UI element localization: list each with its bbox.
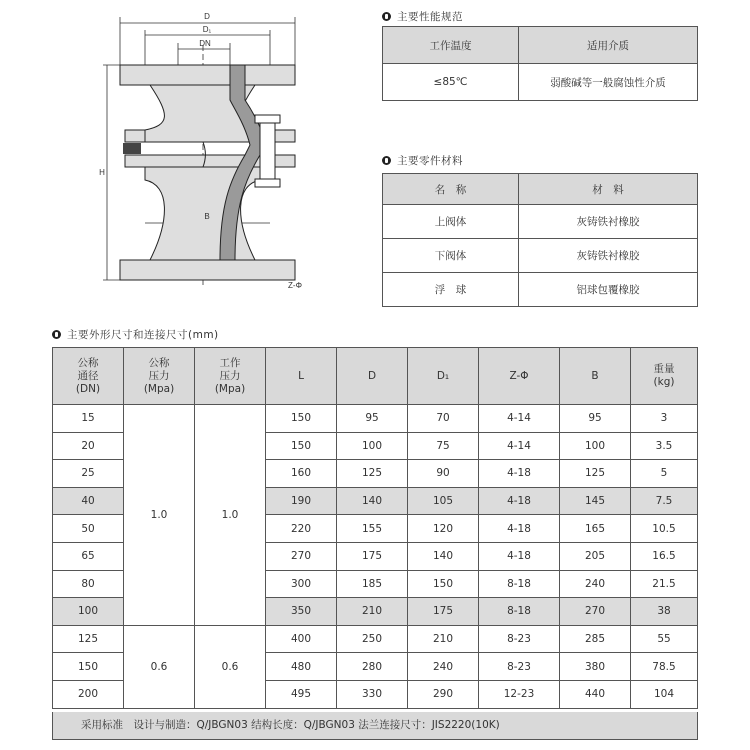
part-material: 灰铸铁衬橡胶 (519, 205, 698, 239)
header-D1: D₁ (408, 348, 479, 405)
performance-table (382, 26, 698, 101)
cell-D: 155 (337, 515, 408, 543)
cell-weight: 3 (631, 405, 698, 433)
label-B: B (204, 212, 210, 221)
standards-note: 采用标准 设计与制造：Q/JBGN03 结构长度：Q/JBGN03 法兰连接尺寸：JIS2220(10K) (52, 712, 698, 740)
cell-D: 210 (337, 598, 408, 626)
header-wp: 工作 压力 (Mpa) (195, 348, 266, 405)
cell-B: 205 (560, 542, 631, 570)
cell-Z: 4-18 (479, 460, 560, 488)
header-pn: 公称 压力 (Mpa) (124, 348, 195, 405)
cell-L: 190 (266, 487, 337, 515)
cell-L: 495 (266, 680, 337, 708)
cell-weight: 55 (631, 625, 698, 653)
cell-wp: 0.6 (195, 625, 266, 708)
cell-D: 100 (337, 432, 408, 460)
cell-Z: 12-23 (479, 680, 560, 708)
parts-title: 主要零件材料 (382, 153, 463, 168)
cell-Z: 4-14 (479, 432, 560, 460)
cell-pn: 0.6 (124, 625, 195, 708)
cell-B: 440 (560, 680, 631, 708)
cell-D: 185 (337, 570, 408, 598)
cell-wp: 1.0 (195, 405, 266, 626)
cell-D1: 120 (408, 515, 479, 543)
cell-B: 145 (560, 487, 631, 515)
cell-D: 95 (337, 405, 408, 433)
header-Z: Z-Φ (479, 348, 560, 405)
header-B: B (560, 348, 631, 405)
cell-D1: 75 (408, 432, 479, 460)
cell-dn: 100 (53, 598, 124, 626)
cell-D1: 105 (408, 487, 479, 515)
cell-B: 240 (560, 570, 631, 598)
header-D: D (337, 348, 408, 405)
performance-title: 主要性能规范 (382, 9, 463, 24)
cell-D1: 290 (408, 680, 479, 708)
label-Z: Z-Φ (288, 281, 302, 290)
cell-D1: 240 (408, 653, 479, 681)
cell-L: 220 (266, 515, 337, 543)
cell-Z: 4-18 (479, 515, 560, 543)
part-name: 上阀体 (383, 205, 519, 239)
cell-dn: 50 (53, 515, 124, 543)
cell-Z: 8-23 (479, 625, 560, 653)
dimensions-title: 主要外形尺寸和连接尺寸(mm) (52, 327, 219, 342)
cell-B: 380 (560, 653, 631, 681)
cell-Z: 4-14 (479, 405, 560, 433)
cell-dn: 20 (53, 432, 124, 460)
cell-weight: 10.5 (631, 515, 698, 543)
cell-Z: 4-18 (479, 542, 560, 570)
cell-L: 150 (266, 432, 337, 460)
cell-dn: 200 (53, 680, 124, 708)
cell-L: 150 (266, 405, 337, 433)
value-medium: 弱酸碱等一般腐蚀性介质 (519, 64, 698, 101)
cell-B: 100 (560, 432, 631, 460)
cell-weight: 78.5 (631, 653, 698, 681)
label-D: D (204, 12, 210, 21)
cell-L: 300 (266, 570, 337, 598)
cell-D1: 175 (408, 598, 479, 626)
header-temperature: 工作温度 (383, 27, 519, 64)
cell-L: 350 (266, 598, 337, 626)
label-DN: DN (199, 39, 211, 48)
cell-L: 160 (266, 460, 337, 488)
dimensions-table (52, 347, 698, 709)
bullet-icon (52, 330, 61, 339)
cell-B: 285 (560, 625, 631, 653)
cell-L: 400 (266, 625, 337, 653)
cell-dn: 65 (53, 542, 124, 570)
cell-B: 95 (560, 405, 631, 433)
part-material: 灰铸铁衬橡胶 (519, 239, 698, 273)
cell-D1: 90 (408, 460, 479, 488)
cell-Z: 8-18 (479, 598, 560, 626)
part-material: 铝球包覆橡胶 (519, 273, 698, 307)
cell-L: 270 (266, 542, 337, 570)
cell-weight: 38 (631, 598, 698, 626)
cell-D: 125 (337, 460, 408, 488)
cell-D: 280 (337, 653, 408, 681)
cell-B: 270 (560, 598, 631, 626)
header-material: 材 料 (519, 174, 698, 205)
cell-dn: 125 (53, 625, 124, 653)
part-name: 浮 球 (383, 273, 519, 307)
table-row (53, 405, 698, 433)
label-D1: D₁ (202, 25, 212, 34)
cell-dn: 15 (53, 405, 124, 433)
label-H: H (99, 168, 105, 177)
cell-dn: 150 (53, 653, 124, 681)
bullet-icon (382, 12, 391, 21)
cell-weight: 5 (631, 460, 698, 488)
cell-D1: 140 (408, 542, 479, 570)
cell-B: 165 (560, 515, 631, 543)
valve-section-drawing (95, 5, 320, 295)
header-medium: 适用介质 (519, 27, 698, 64)
cell-weight: 3.5 (631, 432, 698, 460)
cell-D: 330 (337, 680, 408, 708)
cell-Z: 8-23 (479, 653, 560, 681)
header-dn: 公称 通径 (DN) (53, 348, 124, 405)
cell-D1: 210 (408, 625, 479, 653)
cell-pn: 1.0 (124, 405, 195, 626)
cell-dn: 80 (53, 570, 124, 598)
cell-Z: 4-18 (479, 487, 560, 515)
header-part-name: 名 称 (383, 174, 519, 205)
cell-D: 140 (337, 487, 408, 515)
cell-dn: 40 (53, 487, 124, 515)
cell-D1: 150 (408, 570, 479, 598)
header-weight: 重量 (kg) (631, 348, 698, 405)
cell-Z: 8-18 (479, 570, 560, 598)
value-temperature: ≤85℃ (383, 64, 519, 101)
cell-D: 250 (337, 625, 408, 653)
cell-dn: 25 (53, 460, 124, 488)
cell-weight: 16.5 (631, 542, 698, 570)
cell-D: 175 (337, 542, 408, 570)
header-L: L (266, 348, 337, 405)
bullet-icon (382, 156, 391, 165)
parts-table (382, 173, 698, 307)
cell-B: 125 (560, 460, 631, 488)
cell-weight: 21.5 (631, 570, 698, 598)
part-name: 下阀体 (383, 239, 519, 273)
cell-D1: 70 (408, 405, 479, 433)
cell-weight: 7.5 (631, 487, 698, 515)
cell-weight: 104 (631, 680, 698, 708)
cell-L: 480 (266, 653, 337, 681)
table-row (53, 625, 698, 653)
